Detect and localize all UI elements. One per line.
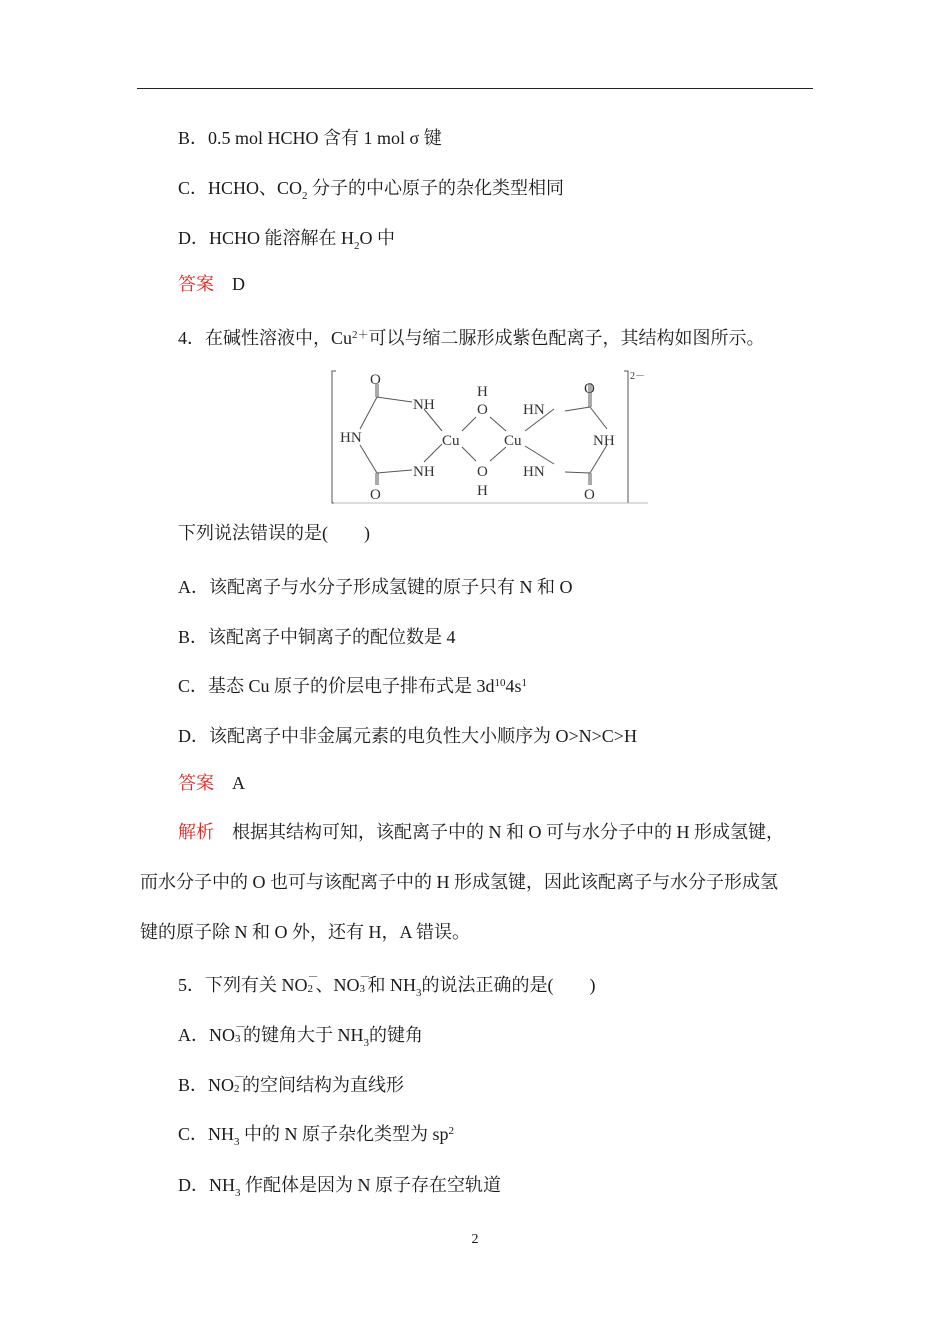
q3-option-d: D．HCHO 能溶解在 $H_2O$ 中 — [178, 228, 396, 252]
atom-nh: NH — [413, 464, 435, 480]
atom-hn: HN — [523, 464, 545, 480]
charge-label: 2－ — [630, 371, 645, 382]
atom-o: O — [370, 487, 381, 503]
q4-analysis-line3: 键的原子除 N 和 O 外，还有 H，A 错误。 — [140, 922, 471, 942]
answer-label: 答案 — [178, 274, 214, 294]
atom-o: O — [477, 402, 488, 418]
atom-o: O — [584, 487, 595, 503]
q4-answer: 答案 A — [178, 773, 245, 793]
atom-o: O — [477, 464, 488, 480]
analysis-label: 解析 — [178, 822, 214, 842]
q3-option-c: C．HCHO、$CO_2$ 分子的中心原子的杂化类型相同 — [178, 178, 565, 202]
q4-option-c: C．基态 Cu 原子的价层电子排布式是 $3d^{10}4s^1$ — [178, 676, 528, 696]
q4-option-b: B．该配离子中铜离子的配位数是 4 — [178, 627, 456, 647]
header-rule — [137, 88, 813, 89]
atom-hn: HN — [523, 402, 545, 418]
q4-question: 下列说法错误的是( ) — [178, 523, 370, 543]
atom-o: O — [370, 372, 381, 388]
q5-stem: 5．下列有关 NO － 2 、NO － 3 和 $NH_3$的说法正确的是( ) — [178, 971, 596, 999]
atom-nh: NH — [593, 433, 615, 449]
q4-stem: 4．在碱性溶液中，$Cu^{2+}$可以与缩二脲形成紫色配离子，其结构如图所示。 — [178, 328, 765, 348]
q3-option-b: B．0.5 mol HCHO 含有 1 mol σ 键 — [178, 128, 442, 148]
q5-option-c: C．$NH_3$ 中的 N 原子杂化类型为 $sp^2$ — [178, 1124, 455, 1148]
q4-option-d: D．该配离子中非金属元素的电负性大小顺序为 O>N>C>H — [178, 726, 637, 746]
q5-option-a: A．NO － 3 的键角大于 $NH_3$的键角 — [178, 1021, 423, 1049]
q5-option-d: D．$NH_3$ 作配体是因为 N 原子存在空轨道 — [178, 1175, 501, 1199]
atom-nh: NH — [413, 397, 435, 413]
atom-h: H — [477, 483, 488, 499]
atom-h: H — [477, 384, 488, 400]
q4-option-a: A．该配离子与水分子形成氢键的原子只有 N 和 O — [178, 577, 573, 597]
q5-option-b: B．NO － 2 的空间结构为直线形 — [178, 1071, 405, 1095]
atom-cu: Cu — [504, 433, 522, 449]
answer-label: 答案 — [178, 773, 214, 793]
atom-hn: HN — [340, 430, 362, 446]
q4-analysis-line1: 解析 根据其结构可知，该配离子中的 N 和 O 可与水分子中的 H 形成氢键， — [178, 822, 784, 842]
atom-cu: Cu — [442, 433, 460, 449]
q4-analysis-line2: 而水分子中的 O 也可与该配离子中的 H 形成氢键，因此该配离子与水分子形成氢 — [140, 872, 778, 892]
page-number: 2 — [471, 1232, 479, 1247]
q3-answer: 答案 D — [178, 274, 245, 294]
copper-biuret-complex-structure — [330, 369, 654, 505]
atom-o: O — [584, 381, 595, 397]
